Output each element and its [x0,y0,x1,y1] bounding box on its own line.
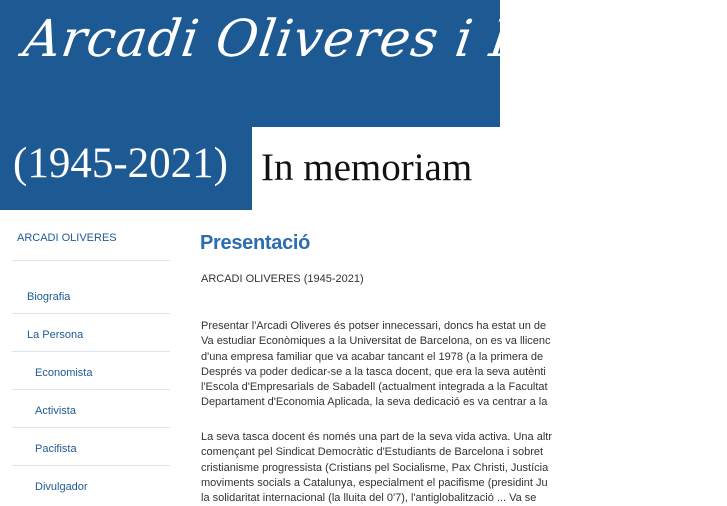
sidebar-item-biografia[interactable]: Biografia [27,291,71,303]
sidebar-divider [12,260,170,261]
paragraph-line: Després va poder dedicar-se a la tasca docent, que era la seva autènti [201,365,546,378]
paragraph-line: començant pel Sindicat Democràtic d'Estudiants de Barcelona i sobret [201,446,544,459]
page-title: Presentació [200,232,311,254]
sidebar-item-activista[interactable]: Activista [35,405,76,417]
paragraph-line: moviments socials a Catalunya, especialment el pacifisme (presidint Ju [201,476,548,489]
memoriam-text: In memoriam [261,146,473,189]
sidebar-nav [0,210,180,500]
paragraph-line: l'Escola d'Empresarials de Sabadell (actualment integrada a la Facultat [201,381,548,394]
paragraph-line: Departament d'Economia Aplicada, la seva dedicació es va centrar a la [201,396,548,409]
sidebar-divider [12,313,170,314]
paragraph-line: Va estudiar Econòmiques a la Universitat de Barcelona, on es va llicenc [201,335,551,348]
sidebar-item-la-persona[interactable]: La Persona [27,329,84,341]
paragraph-line: la solidaritat internacional (la lluita del 0'7), l'antiglobalització ... Va se [201,492,537,505]
sidebar-divider [12,389,170,390]
sidebar-divider [12,427,170,428]
main-content [180,210,552,505]
sidebar-item-economista[interactable]: Economista [35,367,93,379]
paragraph-line: Presentar l'Arcadi Oliveres és potser innecessari, doncs ha estat un de [201,320,547,332]
sidebar-divider [12,465,170,466]
sidebar-item-divulgador[interactable]: Divulgador [35,481,88,493]
page-subtitle: ARCADI OLIVERES (1945-2021) [201,273,364,285]
life-dates: (1945-2021) [13,140,228,187]
sidebar-divider [12,351,170,352]
paragraph-line: La seva tasca docent és només una part de la seva vida activa. Una altr [201,431,552,443]
activity-paragraph [201,430,621,506]
intro-paragraph [201,319,621,411]
site-header [0,0,727,210]
site-title: Arcadi Oliveres i Boadella [19,10,727,69]
paragraph-line: d'una empresa familiar que va acabar tancant el 1978 (a la primera de [201,350,544,363]
sidebar-item-pacifista[interactable]: Pacifista [35,443,77,455]
paragraph-line: cristianisme progressista (Cristians pel Socialisme, Pax Christi, Justícia [201,461,549,474]
sidebar-heading-link[interactable]: ARCADI OLIVERES [17,232,117,244]
